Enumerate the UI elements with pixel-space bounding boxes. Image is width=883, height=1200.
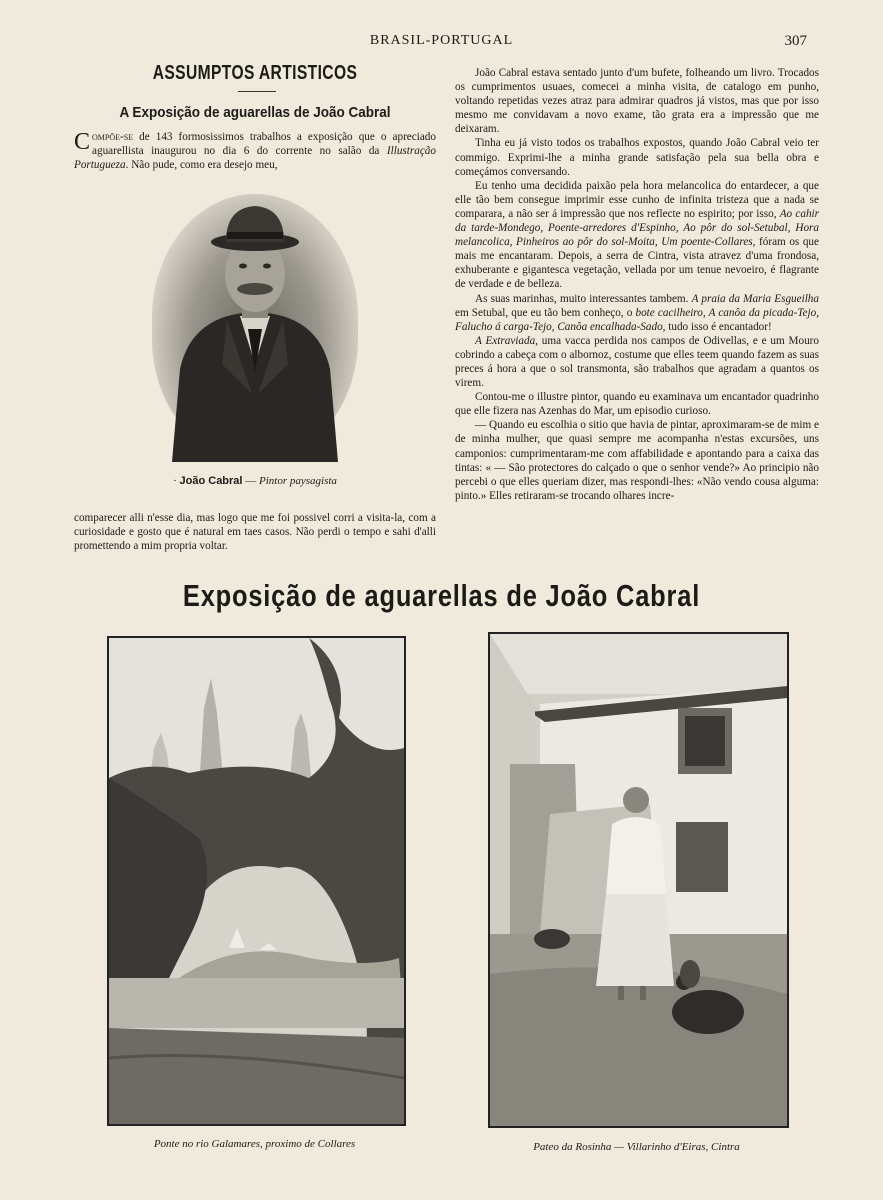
- p4-title-1: A praia da Maria Esgueilha: [691, 292, 819, 305]
- p3-text-a: Eu tenho uma decidida paixão pela hora melancolica do entardecer, a que elle tão bem consegue imprimir esse cunho de infinita tristeza que a nada se comparara, a não ser á impressão que nos reflecte no espirito; por isso,: [455, 179, 819, 220]
- caption-separator: —: [242, 475, 259, 487]
- left-bottom-paragraph: comparecer alli n'esse dia, mas logo que me foi possivel corri a visita-la, com a curiosidade e gosto que é natural em taes casos. Não perdi o tempo e sahi d'alli promettendo a mim propria voltar.: [74, 512, 436, 553]
- p3-text-b: fóram os que mais me encantaram. Depois, a serra de Cintra, vista atravez d'uma frondosa, exhuberante e gigantesca vegetação, vellada por um tenue nevoeiro, é flagrante de verdade e de belleza.: [455, 236, 819, 291]
- p4-text-b: em Setubal, que eu tão bem conheço, o: [455, 306, 636, 319]
- p4-text-c: tudo isso é encantador!: [665, 320, 772, 333]
- plate-courtyard-painting: [488, 632, 789, 1128]
- right-paragraph-7: — Quando eu escolhia o sitio que havia de pintar, aproximaram-se de mim e de minha mulher, que quasi sempre me acompanha n'estas excursões, uns camponios: cumprimentaram-me com affabilidade e apontando para a caixa das tintas: « — São protectores do calçado o que o senhor vende?» Ao principio não percebi o que elles queriam dizer, mas respondi-lhes: «Não vendo cousa alguma: pinto.» Elles retiraram-se trocando olhares incre-: [455, 419, 819, 502]
- intro-paragraph: [74, 130, 436, 172]
- portrait-caption: · João Cabral — Pintor paysagista: [173, 475, 337, 487]
- article-title: A Exposição de aguarellas de João Cabral: [119, 104, 391, 121]
- portrait-photo: [152, 194, 358, 462]
- portrait-name: João Cabral: [179, 475, 243, 487]
- p4-text-a: As suas marinhas, muito interessantes tambem.: [475, 292, 692, 305]
- right-column: [455, 66, 819, 503]
- intro-magazine-name: Illustração Portugueza: [74, 145, 436, 172]
- p5-text: uma vacca perdida nos campos de Odivellas, e e um Mouro cobrindo a cabeça com o albornoz, costume que elles teem quando fazem as suas preces á hora a que o sol transmonta, são trabalhos que agradam a quantos os virem.: [455, 334, 819, 390]
- title-rule: [238, 91, 276, 92]
- dropcap: C: [74, 129, 91, 155]
- intro-text-after: . Não pude, como era desejo meu,: [125, 159, 278, 172]
- p3-titles: Ao cahir da tarde-Mondego, Poente-arredores d'Espinho, Ao pôr do sol-Setubal, Hora melancolica, Pinheiros ao pôr do sol-Moita, Um poente-Collares,: [455, 207, 819, 249]
- intro-text: de 143 formosissimos trabalhos a exposição que o apreciado aguarellista inaugurou no dia 6 do corrente no salão da: [92, 131, 436, 158]
- plate-1-caption: Ponte no rio Galamares, proximo de Collares: [153, 1138, 356, 1150]
- right-paragraph-3: [455, 179, 819, 292]
- right-paragraph-1: João Cabral estava sentado junto d'um bufete, folheando um livro. Trocados os cumprimentos usuaes, comecei a minha visita, de catalogo em punho, voltando repetidas vezes atraz para admirar quadros já vistos, mas que por isso mesmo me convidavam a novo exame, tão grata era a impressão que me deixaram.: [455, 67, 819, 136]
- plate-2-caption: Pateo da Rosinha — Villarinho d'Eiras, Cintra: [533, 1141, 740, 1153]
- section-title: ASSUMPTOS ARTISTICOS: [152, 62, 358, 84]
- portrait-role: Pintor paysagista: [258, 475, 337, 487]
- gallery-title: Exposição de aguarellas de João Cabral: [182, 578, 701, 613]
- right-paragraph-5: [455, 334, 819, 390]
- left-column-bottom: [74, 511, 436, 553]
- p5-title: A Extraviada,: [475, 334, 538, 347]
- left-column-intro: [74, 130, 436, 172]
- plate-bridge-painting: [107, 636, 406, 1126]
- right-paragraph-6: Contou-me o illustre pintor, quando eu examinava um encantador quadrinho que elle fizera nas Azenhas do Mar, um episodio curioso.: [455, 391, 819, 418]
- right-paragraph-4: [455, 292, 819, 334]
- right-paragraph-2: Tinha eu já visto todos os trabalhos expostos, quando João Cabral veio ter commigo. Exprimi-lhe a minha grande satisfação pela sua bella obra e começámos conversando.: [455, 137, 819, 178]
- running-title: BRASIL-PORTUGAL: [369, 33, 514, 48]
- intro-smallcaps: ompõe-se: [92, 131, 134, 143]
- p4-titles-2: bote cacilheiro, A canôa da picada-Tejo, Falucho á carga-Tejo, Canôa encalhada-Sado,: [455, 306, 819, 333]
- page-number: 307: [784, 33, 807, 49]
